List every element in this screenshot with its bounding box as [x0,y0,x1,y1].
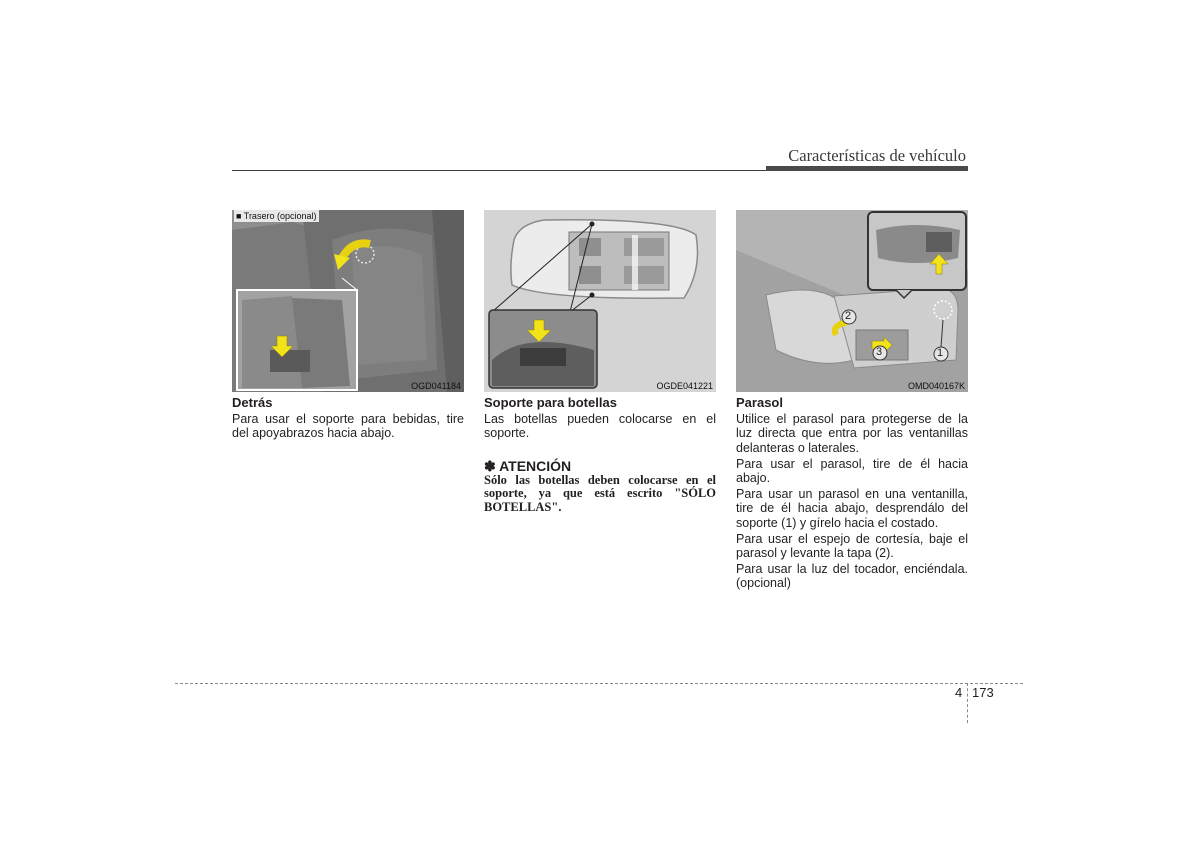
paragraph: Para usar la luz del tocador, enciéndala. (opcional) [736,562,968,591]
footer-divider [967,683,968,723]
sunvisor-section [736,396,968,593]
section-heading: Parasol [736,395,783,410]
header-rule-accent [766,166,968,171]
bottle-holder-figure [484,210,716,392]
chapter-title: Características de vehículo [788,146,966,165]
sunvisor-figure [736,210,968,392]
page-number: 173 [972,685,994,700]
footer-rule [175,683,1023,684]
header-rule [232,170,768,171]
section-body: Las botellas pueden colocarse en el soporte. [484,412,716,441]
chapter-number: 4 [955,685,963,700]
callout-3: 3 [876,346,883,358]
rear-section [232,396,464,443]
figure-code: OMD040167K [907,381,965,391]
figure-tag: ■ Trasero (opcional) [234,210,319,222]
figure-code: OGD041184 [411,381,461,391]
rear-cupholder-figure [232,210,464,392]
bottle-section [484,396,716,514]
paragraph: Para usar el espejo de cortesía, baje el parasol y levante la tapa (2). [736,531,968,561]
section-heading: Detrás [232,395,273,410]
figure-code: OGDE041221 [656,381,713,391]
paragraph: Para usar el parasol, tire de él hacia abajo. [736,456,968,486]
attention-title: ✽ ATENCIÓN [484,457,572,474]
callout-1: 1 [937,347,944,359]
section-body: Para usar el soporte para bebidas, tire del apoyabrazos hacia abajo. [232,412,464,441]
paragraph: Para usar un parasol en una ventanilla, tire de él hacia abajo, desprendálo del soporte (1) y gírelo hacia el costado. [736,487,968,530]
attention-body: Sólo las botellas deben colocarse en el soporte, ya que está escrito "SÓLO BOTELLAS". [484,472,716,514]
callout-2: 2 [845,310,852,322]
paragraph: Utilice el parasol para protegerse de la luz directa que entra por las ventanillas delanteras o laterales. [736,412,968,455]
section-heading: Soporte para botellas [484,395,617,410]
